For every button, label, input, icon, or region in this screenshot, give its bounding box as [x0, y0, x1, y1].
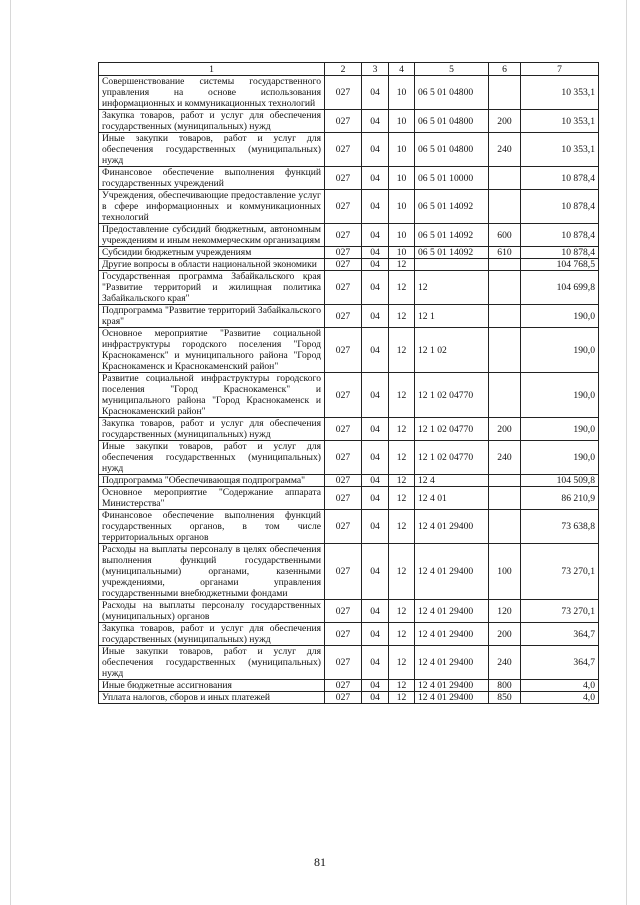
amount-cell: 10 878,4 — [521, 224, 599, 247]
subsection-code-cell: 10 — [389, 224, 415, 247]
admin-code-cell: 027 — [325, 441, 362, 475]
section-code-cell: 04 — [362, 544, 389, 600]
subsection-code-cell: 12 — [389, 373, 415, 418]
expense-type-cell: 100 — [489, 544, 521, 600]
section-code-cell: 04 — [362, 646, 389, 680]
section-code-cell: 04 — [362, 600, 389, 623]
expense-type-cell: 600 — [489, 224, 521, 247]
subsection-code-cell: 12 — [389, 441, 415, 475]
admin-code-cell: 027 — [325, 418, 362, 441]
expense-name-cell: Закупка товаров, работ и услуг для обеспечения государственных (муниципальных) нужд — [99, 418, 325, 441]
amount-cell: 4,0 — [521, 680, 599, 692]
table-body — [99, 76, 599, 704]
expense-name-cell: Финансовое обеспечение выполнения функций государственных учреждений — [99, 167, 325, 190]
table-row — [99, 271, 599, 305]
amount-cell: 190,0 — [521, 305, 599, 328]
column-header: 6 — [489, 63, 521, 76]
subsection-code-cell: 12 — [389, 600, 415, 623]
admin-code-cell: 027 — [325, 328, 362, 373]
amount-cell: 10 878,4 — [521, 167, 599, 190]
admin-code-cell: 027 — [325, 510, 362, 544]
expense-name-cell: Иные закупки товаров, работ и услуг для обеспечения государственных (муниципальных) нужд — [99, 646, 325, 680]
admin-code-cell: 027 — [325, 133, 362, 167]
subsection-code-cell: 12 — [389, 510, 415, 544]
subsection-code-cell: 10 — [389, 133, 415, 167]
expense-type-cell — [489, 373, 521, 418]
expense-name-cell: Закупка товаров, работ и услуг для обеспечения государственных (муниципальных) нужд — [99, 110, 325, 133]
table-row — [99, 623, 599, 646]
expense-name-cell: Основное мероприятие "Развитие социальной инфраструктуры городского поселения "Город Краснокаменск" и муниципального района "Город Краснокаменск и Краснокаменский район" — [99, 328, 325, 373]
table-header-row — [99, 63, 599, 76]
table-row — [99, 167, 599, 190]
table-row — [99, 328, 599, 373]
section-code-cell: 04 — [362, 328, 389, 373]
subsection-code-cell: 12 — [389, 259, 415, 271]
expense-type-cell — [489, 167, 521, 190]
section-code-cell: 04 — [362, 271, 389, 305]
amount-cell: 10 878,4 — [521, 247, 599, 259]
table-row — [99, 247, 599, 259]
amount-cell: 73 270,1 — [521, 544, 599, 600]
target-article-cell: 12 4 01 29400 — [415, 623, 489, 646]
amount-cell: 364,7 — [521, 623, 599, 646]
target-article-cell: 12 1 02 — [415, 328, 489, 373]
target-article-cell: 12 4 01 29400 — [415, 600, 489, 623]
admin-code-cell: 027 — [325, 623, 362, 646]
section-code-cell: 04 — [362, 623, 389, 646]
expense-type-cell — [489, 510, 521, 544]
section-code-cell: 04 — [362, 110, 389, 133]
target-article-cell: 12 4 01 29400 — [415, 544, 489, 600]
subsection-code-cell: 10 — [389, 110, 415, 133]
table-row — [99, 680, 599, 692]
target-article-cell: 06 5 01 14092 — [415, 247, 489, 259]
section-code-cell: 04 — [362, 680, 389, 692]
admin-code-cell: 027 — [325, 110, 362, 133]
expense-name-cell: Расходы на выплаты персоналу в целях обеспечения выполнения функций государственными (муниципальными) органами, казенными учреждениями, органами управления государственными внебюджетными фондами — [99, 544, 325, 600]
expense-type-cell — [489, 259, 521, 271]
admin-code-cell: 027 — [325, 600, 362, 623]
table-row — [99, 600, 599, 623]
column-header: 5 — [415, 63, 489, 76]
admin-code-cell: 027 — [325, 487, 362, 510]
section-code-cell: 04 — [362, 373, 389, 418]
expense-type-cell — [489, 487, 521, 510]
expense-name-cell: Финансовое обеспечение выполнения функций государственных органов, в том числе территориальных органов — [99, 510, 325, 544]
amount-cell: 10 878,4 — [521, 190, 599, 224]
expense-name-cell: Иные закупки товаров, работ и услуг для обеспечения государственных (муниципальных) нужд — [99, 133, 325, 167]
target-article-cell: 12 4 — [415, 475, 489, 487]
subsection-code-cell: 12 — [389, 418, 415, 441]
amount-cell: 104 768,5 — [521, 259, 599, 271]
expense-name-cell: Иные закупки товаров, работ и услуг для обеспечения государственных (муниципальных) нужд — [99, 441, 325, 475]
admin-code-cell: 027 — [325, 247, 362, 259]
admin-code-cell: 027 — [325, 692, 362, 704]
subsection-code-cell: 12 — [389, 680, 415, 692]
section-code-cell: 04 — [362, 305, 389, 328]
section-code-cell: 04 — [362, 510, 389, 544]
admin-code-cell: 027 — [325, 167, 362, 190]
admin-code-cell: 027 — [325, 646, 362, 680]
expense-name-cell: Другие вопросы в области национальной экономики — [99, 259, 325, 271]
target-article-cell: 06 5 01 10000 — [415, 167, 489, 190]
target-article-cell: 06 5 01 14092 — [415, 190, 489, 224]
column-header: 2 — [325, 63, 362, 76]
expense-type-cell: 850 — [489, 692, 521, 704]
target-article-cell: 06 5 01 04800 — [415, 76, 489, 110]
target-article-cell: 06 5 01 04800 — [415, 110, 489, 133]
expense-name-cell: Расходы на выплаты персоналу государственных (муниципальных) органов — [99, 600, 325, 623]
target-article-cell: 12 1 02 04770 — [415, 373, 489, 418]
subsection-code-cell: 12 — [389, 487, 415, 510]
expense-type-cell — [489, 190, 521, 224]
amount-cell: 190,0 — [521, 441, 599, 475]
section-code-cell: 04 — [362, 259, 389, 271]
table-row — [99, 692, 599, 704]
expense-name-cell: Иные бюджетные ассигнования — [99, 680, 325, 692]
expense-name-cell: Субсидии бюджетным учреждениям — [99, 247, 325, 259]
admin-code-cell: 027 — [325, 259, 362, 271]
expense-type-cell — [489, 271, 521, 305]
admin-code-cell: 027 — [325, 475, 362, 487]
table-row — [99, 487, 599, 510]
section-code-cell: 04 — [362, 441, 389, 475]
subsection-code-cell: 12 — [389, 646, 415, 680]
expense-type-cell: 200 — [489, 623, 521, 646]
subsection-code-cell: 10 — [389, 190, 415, 224]
expense-type-cell: 200 — [489, 110, 521, 133]
amount-cell: 190,0 — [521, 373, 599, 418]
subsection-code-cell: 12 — [389, 475, 415, 487]
expense-name-cell: Подпрограмма "Развитие территорий Забайкальского края" — [99, 305, 325, 328]
expense-type-cell: 120 — [489, 600, 521, 623]
expense-name-cell: Основное мероприятие "Содержание аппарата Министерства" — [99, 487, 325, 510]
target-article-cell: 12 4 01 29400 — [415, 510, 489, 544]
section-code-cell: 04 — [362, 167, 389, 190]
amount-cell: 10 353,1 — [521, 110, 599, 133]
admin-code-cell: 027 — [325, 373, 362, 418]
section-code-cell: 04 — [362, 418, 389, 441]
admin-code-cell: 027 — [325, 544, 362, 600]
scan-edge-right — [626, 0, 627, 905]
expense-type-cell — [489, 328, 521, 373]
table-row — [99, 441, 599, 475]
table-row — [99, 76, 599, 110]
expense-type-cell — [489, 475, 521, 487]
table-row — [99, 475, 599, 487]
amount-cell: 4,0 — [521, 692, 599, 704]
section-code-cell: 04 — [362, 133, 389, 167]
admin-code-cell: 027 — [325, 224, 362, 247]
expense-name-cell: Уплата налогов, сборов и иных платежей — [99, 692, 325, 704]
amount-cell: 104 509,8 — [521, 475, 599, 487]
expense-name-cell: Предоставление субсидий бюджетным, автономным учреждениям и иным некоммерческим организациям — [99, 224, 325, 247]
admin-code-cell: 027 — [325, 190, 362, 224]
target-article-cell: 12 1 02 04770 — [415, 441, 489, 475]
expense-name-cell: Учреждения, обеспечивающие предоставление услуг в сфере информационных и коммуникационных технологий — [99, 190, 325, 224]
amount-cell: 364,7 — [521, 646, 599, 680]
subsection-code-cell: 12 — [389, 623, 415, 646]
section-code-cell: 04 — [362, 692, 389, 704]
target-article-cell: 12 1 — [415, 305, 489, 328]
section-code-cell: 04 — [362, 247, 389, 259]
column-header: 7 — [521, 63, 599, 76]
expense-type-cell: 240 — [489, 133, 521, 167]
section-code-cell: 04 — [362, 76, 389, 110]
expense-name-cell: Развитие социальной инфраструктуры городского поселения "Город Краснокаменск" и муниципального района "Город Краснокаменск и Краснокаменский район" — [99, 373, 325, 418]
amount-cell: 73 270,1 — [521, 600, 599, 623]
table-row — [99, 133, 599, 167]
target-article-cell: 12 — [415, 271, 489, 305]
section-code-cell: 04 — [362, 224, 389, 247]
subsection-code-cell: 10 — [389, 247, 415, 259]
target-article-cell: 12 1 02 04770 — [415, 418, 489, 441]
table-row — [99, 510, 599, 544]
table-row — [99, 305, 599, 328]
expense-name-cell: Подпрограмма "Обеспечивающая подпрограмма" — [99, 475, 325, 487]
expense-name-cell: Совершенствование системы государственного управления на основе использования информационных и коммуникационных технологий — [99, 76, 325, 110]
target-article-cell: 12 4 01 — [415, 487, 489, 510]
expense-type-cell: 240 — [489, 441, 521, 475]
target-article-cell: 06 5 01 14092 — [415, 224, 489, 247]
expense-type-cell: 240 — [489, 646, 521, 680]
table-row — [99, 224, 599, 247]
section-code-cell: 04 — [362, 487, 389, 510]
target-article-cell: 12 4 01 29400 — [415, 692, 489, 704]
expense-name-cell: Закупка товаров, работ и услуг для обеспечения государственных (муниципальных) нужд — [99, 623, 325, 646]
target-article-cell: 06 5 01 04800 — [415, 133, 489, 167]
subsection-code-cell: 12 — [389, 328, 415, 373]
subsection-code-cell: 12 — [389, 544, 415, 600]
subsection-code-cell: 10 — [389, 167, 415, 190]
target-article-cell — [415, 259, 489, 271]
table-row — [99, 373, 599, 418]
budget-table — [98, 62, 599, 704]
amount-cell: 190,0 — [521, 418, 599, 441]
column-header: 3 — [362, 63, 389, 76]
subsection-code-cell: 12 — [389, 305, 415, 328]
table-row — [99, 544, 599, 600]
admin-code-cell: 027 — [325, 305, 362, 328]
admin-code-cell: 027 — [325, 680, 362, 692]
amount-cell: 104 699,8 — [521, 271, 599, 305]
amount-cell: 10 353,1 — [521, 76, 599, 110]
column-header: 1 — [99, 63, 325, 76]
expense-type-cell: 200 — [489, 418, 521, 441]
expense-type-cell: 800 — [489, 680, 521, 692]
expense-name-cell: Государственная программа Забайкальского края "Развитие территорий и жилищная политика Забайкальского края" — [99, 271, 325, 305]
subsection-code-cell: 10 — [389, 76, 415, 110]
amount-cell: 190,0 — [521, 328, 599, 373]
amount-cell: 10 353,1 — [521, 133, 599, 167]
amount-cell: 73 638,8 — [521, 510, 599, 544]
expense-type-cell — [489, 76, 521, 110]
expense-type-cell — [489, 305, 521, 328]
column-header: 4 — [389, 63, 415, 76]
target-article-cell: 12 4 01 29400 — [415, 646, 489, 680]
expense-type-cell: 610 — [489, 247, 521, 259]
table-row — [99, 259, 599, 271]
table-row — [99, 646, 599, 680]
subsection-code-cell: 12 — [389, 271, 415, 305]
page-number: 81 — [314, 855, 326, 869]
table-row — [99, 190, 599, 224]
table-row — [99, 110, 599, 133]
admin-code-cell: 027 — [325, 76, 362, 110]
target-article-cell: 12 4 01 29400 — [415, 680, 489, 692]
table-row — [99, 418, 599, 441]
section-code-cell: 04 — [362, 190, 389, 224]
subsection-code-cell: 12 — [389, 692, 415, 704]
amount-cell: 86 210,9 — [521, 487, 599, 510]
section-code-cell: 04 — [362, 475, 389, 487]
admin-code-cell: 027 — [325, 271, 362, 305]
scan-edge-left — [10, 0, 11, 905]
